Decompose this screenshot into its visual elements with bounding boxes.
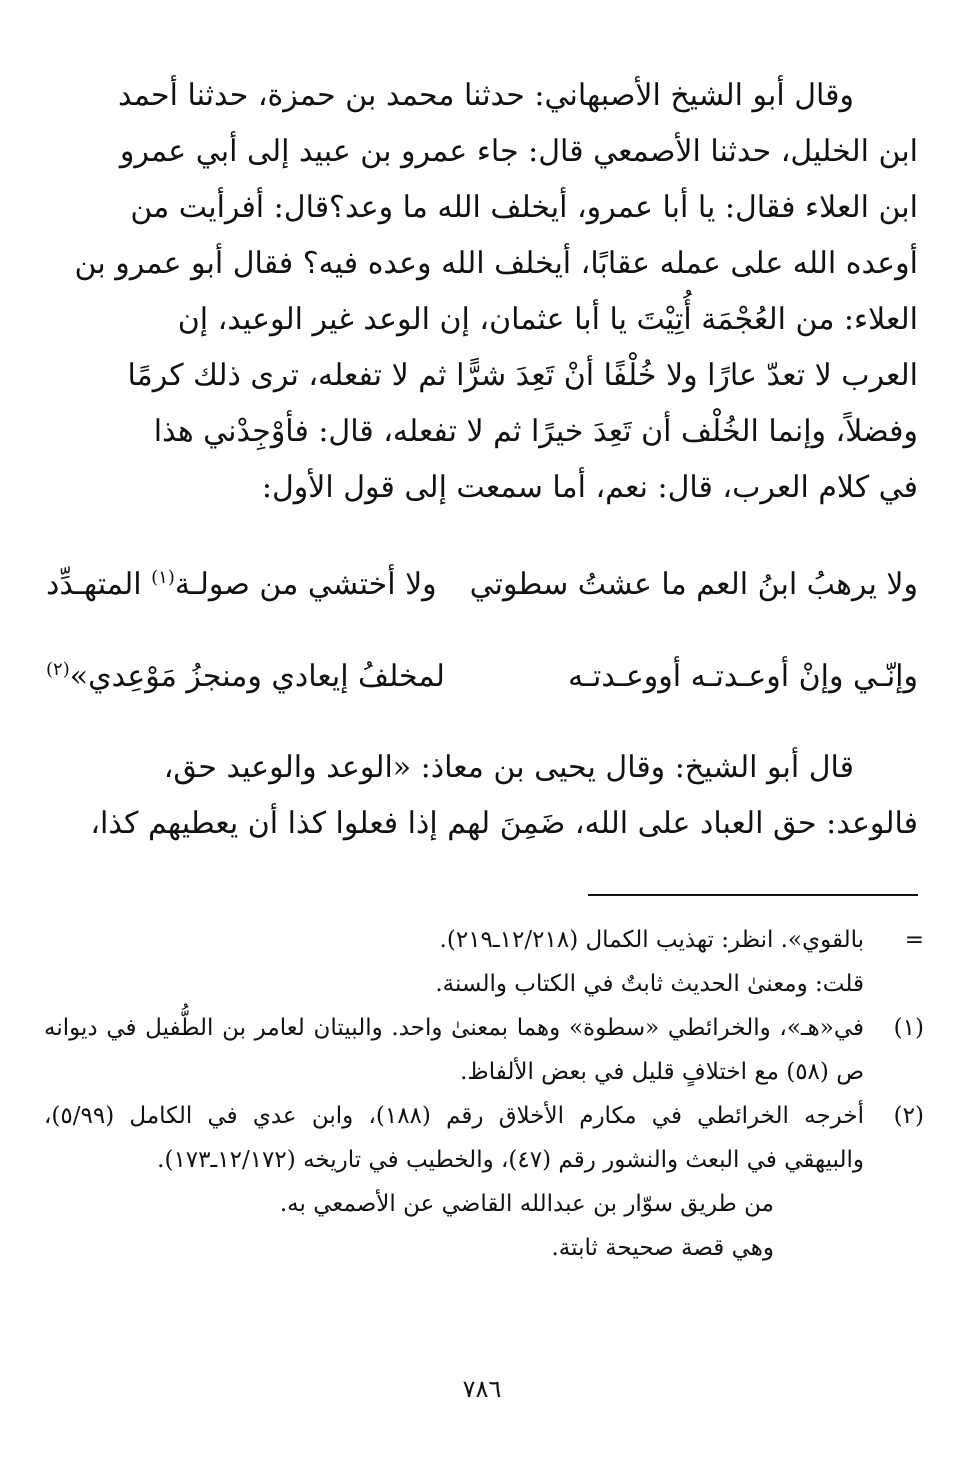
text-line: العلاء: من العُجْمَة أُتِيْتَ يا أبا عثمان، إن الوعد غير الوعيد، إن (177, 302, 918, 337)
verse-text: لمخلفُ إيعادي ومنجزُ مَوْعِدي» (69, 659, 445, 694)
verse-text: المتهـدِّد (46, 567, 152, 602)
verse-second-hemistich (46, 652, 476, 702)
text-line: أوعده الله على عمله عقابًا، أيخلف الله وعده فيه؟ فقال أبو عمرو بن (74, 246, 918, 281)
text-line: ابن العلاء فقال: يا أبا عمرو، أيخلف الله ما وعد؟قال: أفرأيت من (130, 190, 918, 225)
main-paragraph-2 (46, 740, 918, 852)
footnote-text: وهي قصة صحيحة ثابتة. (551, 1235, 774, 1261)
verse-first-hemistich: وإنّـي وإنْ أوعـدتـه أووعـدتـه (568, 659, 918, 694)
continuation-marker: = (904, 927, 924, 953)
footnote-text: قلت: ومعنىٰ الحديث ثابتٌ في الكتاب والسنة. (435, 971, 864, 997)
footnote-text: في«هـ»، والخرائطي «سطوة» وهما بمعنىٰ واحد. والبيتان لعامر بن الطُّفيل في ديوانه ص (٥٨) مع اختلافٍ قليل في بعض الألفاظ. (44, 1015, 864, 1085)
footnote-separator (588, 894, 918, 896)
footnote-continuation (44, 918, 924, 1006)
poem-verse-1 (46, 560, 918, 610)
text-line: في كلام العرب، قال: نعم، أما سمعت إلى قول الأول: (261, 470, 918, 505)
footnote-text: بالقوي». انظر: تهذيب الكمال (١٢/٢١٨ـ٢١٩). (439, 927, 864, 953)
footnote-reference: (١) (151, 567, 175, 588)
text-line: العرب لا تعدّ عارًا ولا خُلْفًا أنْ تَعِدَ شرًّا ثم لا تفعله، ترى ذلك كرمًا (127, 358, 918, 393)
footnote-number: (٢) (893, 1103, 924, 1129)
footnote-2-extra (44, 1182, 924, 1270)
verse-first-hemistich: ولا يرهبُ ابنُ العم ما عشتُ سطوتي (469, 567, 918, 602)
footnote-text: من طريق سوّار بن عبدالله القاضي عن الأصمعي به. (279, 1191, 774, 1217)
page-number: ٧٨٦ (462, 1375, 502, 1403)
text-line: ابن الخليل، حدثنا الأصمعي قال: جاء عمرو بن عبيد إلى أبي عمرو (119, 134, 918, 169)
text-line: قال أبو الشيخ: وقال يحيى بن معاذ: «الوعد والوعيد حق، (163, 750, 854, 785)
text-line: وقال أبو الشيخ الأصبهاني: حدثنا محمد بن حمزة، حدثنا أحمد (117, 78, 854, 113)
main-paragraph-1 (46, 68, 918, 516)
text-line: وفضلاً، وإنما الخُلْف أن تَعِدَ خيرًا ثم لا تفعله، قال: فأوْجِدْني هذا (153, 414, 918, 449)
text-line: فالوعد: حق العباد على الله، ضَمِنَ لهم إذا فعلوا كذا أن يعطيهم كذا، (90, 806, 918, 841)
footnote-reference: (٢) (46, 659, 70, 680)
verse-second-hemistich (46, 560, 476, 610)
footnote-number: (١) (893, 1015, 924, 1041)
footnote-2 (44, 1094, 924, 1182)
poem-verse-2 (46, 652, 918, 702)
footnote-1 (44, 1006, 924, 1094)
footnote-text: أخرجه الخرائطي في مكارم الأخلاق رقم (١٨٨)، وابن عدي في الكامل (٥/٩٩)، والبيهقي في البعث والنشور رقم (٤٧)، والخطيب في تاريخه (١٢/١٧٢ـ١٧٣). (44, 1103, 864, 1173)
verse-text: ولا أختشي من صولـة (174, 567, 437, 602)
footnotes (44, 918, 924, 1270)
